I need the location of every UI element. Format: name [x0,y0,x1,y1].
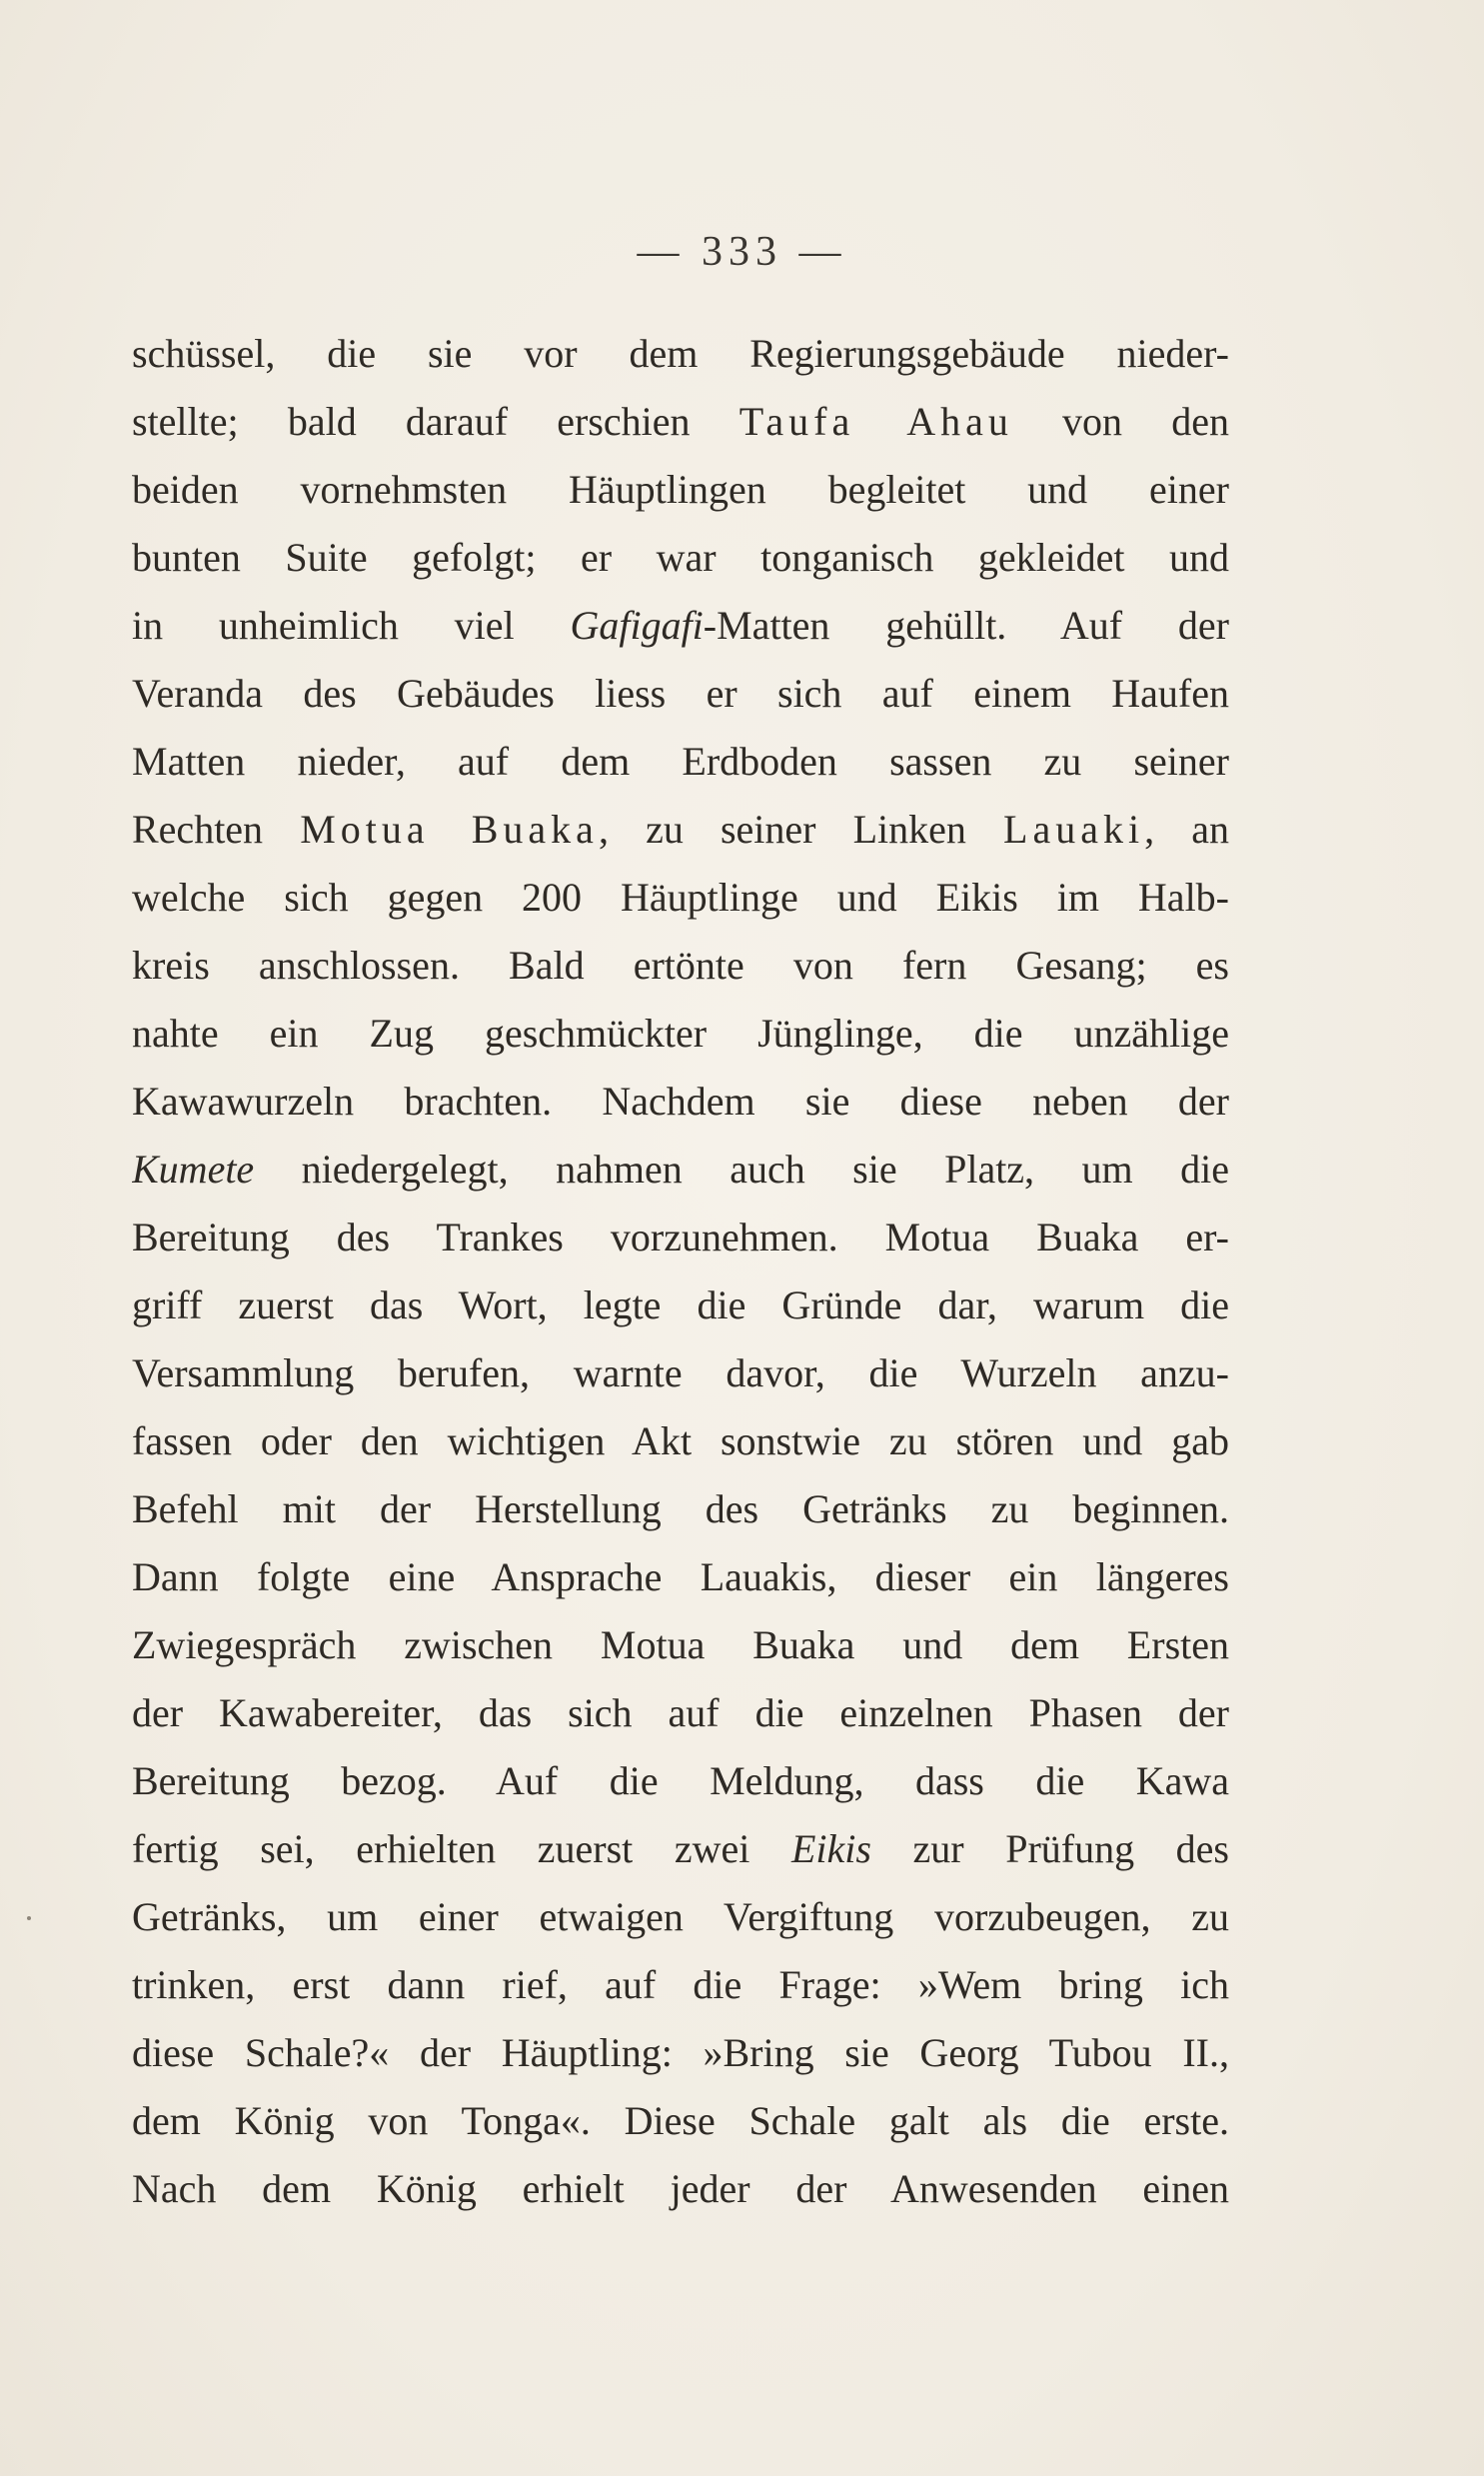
text-line: schüssel, die sie vor dem Regierungsgebäude nieder- [132,331,1229,376]
text-line: fertig sei, erhielten zuerst zwei Eikis zur Prüfung des [132,1826,1229,1871]
text-line: nahte ein Zug geschmückter Jünglinge, die unzählige [132,1011,1229,1056]
body-text [132,320,1229,2223]
text-line: diese Schale?« der Häuptling: »Bring sie Georg Tubou II., [132,2030,1229,2075]
text-line: dem König von Tonga«. Diese Schale galt als die erste. [132,2098,1229,2143]
text-line: beiden vornehmsten Häuptlingen begleitet und einer [132,467,1229,512]
spaced-name: Taufa Ahau [739,399,1013,444]
page-number: — 333 — [637,229,847,275]
text-line: trinken, erst dann rief, auf die Frage: »Wem bring ich [132,1962,1229,2007]
text-line: Rechten Motua Buaka, zu seiner Linken Lauaki, an [132,807,1229,852]
text-line: Bereitung des Trankes vorzunehmen. Motua Buaka er- [132,1215,1229,1259]
spaced-name: Lauaki [1003,807,1145,852]
text-line: Nach dem König erhielt jeder der Anwesenden einen [132,2166,1229,2211]
italic-term: Eikis [790,1826,871,1871]
text-line: Versammlung berufen, warnte davor, die Wurzeln anzu- [132,1350,1229,1395]
text-line: fassen oder den wichtigen Akt sonstwie zu stören und gab [132,1418,1229,1463]
text-line: griff zuerst das Wort, legte die Gründe dar, warum die [132,1282,1229,1327]
spaced-name: Motua Buaka [300,807,599,852]
text-line: bunten Suite gefolgt; er war tonganisch gekleidet und [132,535,1229,580]
text-line: in unheimlich viel Gafigafi-Matten gehüllt. Auf der [132,603,1229,648]
text-line: Kawawurzeln brachten. Nachdem sie diese neben der [132,1079,1229,1124]
text-line: Matten nieder, auf dem Erdboden sassen zu seiner [132,739,1229,784]
text-line: Getränks, um einer etwaigen Vergiftung vorzubeugen, zu [132,1894,1229,1939]
text-line: Befehl mit der Herstellung des Getränks zu beginnen. [132,1486,1229,1531]
italic-term: Gafigafi [570,603,704,648]
text-line: kreis anschlossen. Bald ertönte von fern Gesang; es [132,943,1229,988]
text-line: stellte; bald darauf erschien Taufa Ahau von den [132,399,1229,444]
text-line: der Kawabereiter, das sich auf die einzelnen Phasen der [132,1690,1229,1735]
text-line: Dann folgte eine Ansprache Lauakis, dieser ein längeres [132,1554,1229,1599]
text-line: welche sich gegen 200 Häuptlinge und Eikis im Halb- [132,875,1229,920]
paper-speck [27,1916,31,1920]
text-line: Bereitung bezog. Auf die Meldung, dass die Kawa [132,1758,1229,1803]
text-line: Zwiegespräch zwischen Motua Buaka und dem Ersten [132,1622,1229,1667]
italic-term: Kumete [132,1147,255,1192]
text-line: Veranda des Gebäudes liess er sich auf einem Haufen [132,671,1229,716]
text-line: Kumete niedergelegt, nahmen auch sie Platz, um die [132,1147,1229,1192]
